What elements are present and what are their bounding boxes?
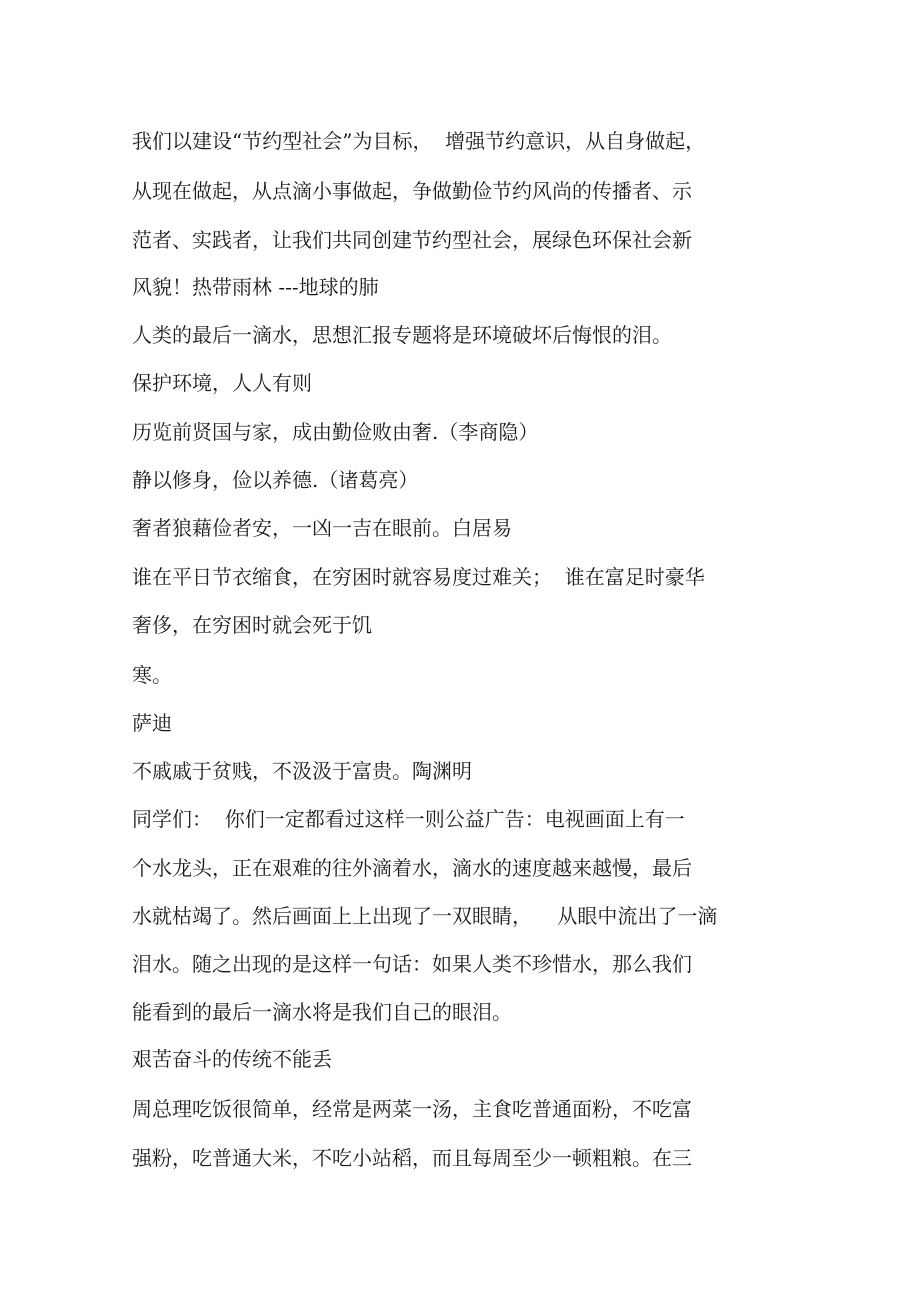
text-line: 强粉，吃普通大米，不吃小站稻，而且每周至少一顿粗粮。在三 (132, 1146, 692, 1170)
text-line: 静以修身，俭以养德.（诸葛亮） (132, 468, 419, 492)
text-line: 范者、实践者，让我们共同创建节约型社会，展绿色环保社会新 (132, 228, 692, 252)
text-line: 不戚戚于贫贱，不汲汲于富贵。陶渊明 (132, 759, 472, 783)
text-line: 泪水。随之出现的是这样一句话：如果人类不珍惜水，那么我们 (132, 952, 692, 976)
text-line: 谁在平日节衣缩食，在穷困时就容易度过难关； 谁在富足时豪华 (132, 565, 705, 589)
text-line: 奢者狼藉俭者安，一凶一吉在眼前。白居易 (132, 516, 512, 540)
text-line: 个水龙头，正在艰难的往外滴着水，滴水的速度越来越慢，最后 (132, 856, 692, 880)
text-line: 保护环境，人人有则 (132, 371, 312, 395)
text-line: 风貌！热带雨林 ---地球的肺 (132, 275, 379, 299)
text-line: 从现在做起，从点滴小事做起，争做勤俭节约风尚的传播者、示 (132, 179, 692, 203)
text-line: 我们以建设“节约型社会”为目标， 增强节约意识，从自身做起， (132, 129, 706, 153)
text-line: 同学们： 你们一定都看过这样一则公益广告：电视画面上有一 (132, 807, 685, 831)
text-line: 历览前贤国与家，成由勤俭败由奢.（李商隐） (132, 420, 539, 444)
text-line: 艰苦奋斗的传统不能丢 (132, 1047, 332, 1071)
text-line: 能看到的最后一滴水将是我们自己的眼泪。 (132, 1000, 512, 1024)
text-line: 萨迪 (132, 711, 172, 735)
text-line: 水就枯竭了。然后画面上上出现了一双眼睛， 从眼中流出了一滴 (132, 904, 718, 928)
text-line: 人类的最后一滴水，思想汇报专题将是环境破坏后悔恨的泪。 (132, 323, 672, 347)
text-line: 寒。 (132, 663, 172, 687)
text-line: 奢侈，在穷困时就会死于饥 (132, 613, 372, 637)
text-line: 周总理吃饭很简单，经常是两菜一汤，主食吃普通面粉，不吃富 (132, 1097, 692, 1121)
